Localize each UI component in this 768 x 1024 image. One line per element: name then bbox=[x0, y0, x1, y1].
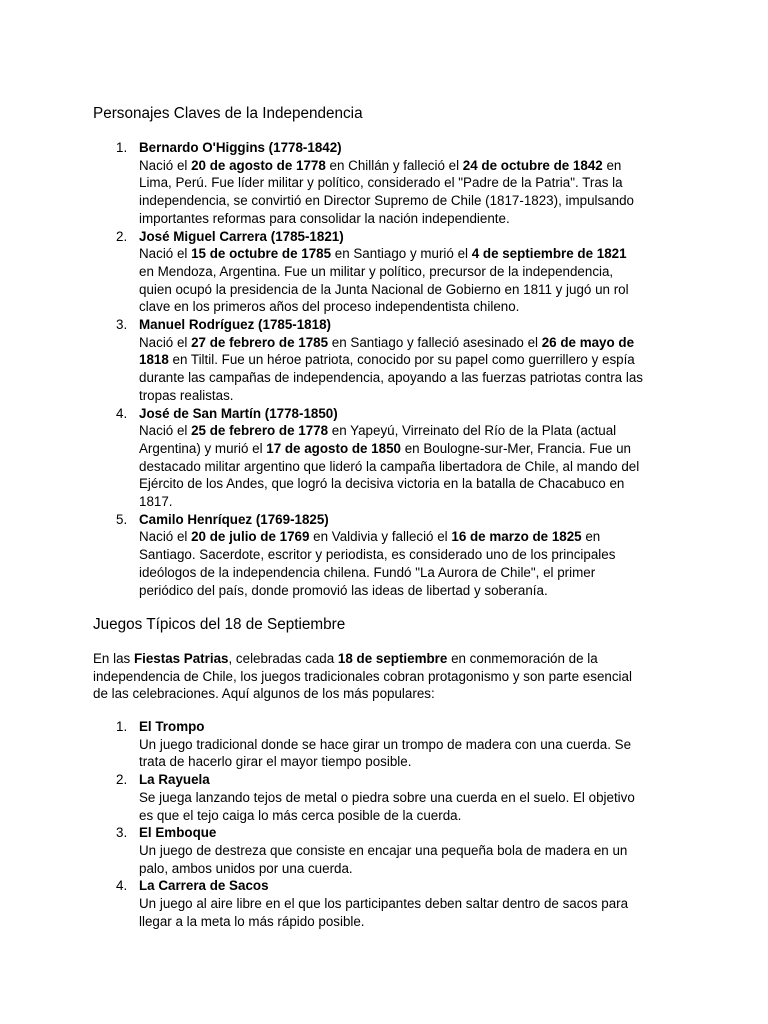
description-line bbox=[139, 210, 679, 228]
list-item bbox=[0, 771, 679, 824]
description-line bbox=[139, 174, 679, 192]
text-run: en Mendoza, Argentina. Fue un militar y político, precursor de la independencia, bbox=[139, 263, 614, 279]
bold-text: 20 de agosto de 1778 bbox=[191, 157, 326, 173]
list-item-number: 2. bbox=[116, 772, 128, 788]
description-line bbox=[139, 157, 679, 175]
description-line bbox=[139, 475, 679, 493]
text-run: en Tiltil. Fue un héroe patriota, conocido por su papel como guerrillero y espía bbox=[168, 352, 635, 368]
description-line bbox=[139, 789, 679, 807]
list-item bbox=[0, 316, 679, 405]
text-run: En las bbox=[93, 651, 134, 666]
bold-text: 1818 bbox=[139, 352, 169, 368]
list-item-number: 5. bbox=[116, 511, 128, 527]
list-item bbox=[0, 511, 679, 600]
list-item-number: 3. bbox=[116, 825, 128, 841]
list-item-title: José Miguel Carrera (1785-1821) bbox=[139, 228, 344, 244]
list-item-number: 4. bbox=[116, 878, 128, 894]
list-item-number: 1. bbox=[116, 719, 128, 734]
list-item-title: Manuel Rodríguez (1785-1818) bbox=[139, 317, 331, 333]
description-line bbox=[139, 192, 679, 210]
description-line bbox=[139, 440, 679, 458]
paragraph-line bbox=[93, 685, 693, 703]
bold-text: 20 de julio de 1769 bbox=[191, 529, 310, 545]
text-run: llegar a la meta lo más rápido posible. bbox=[139, 913, 365, 929]
text-run: , celebradas cada bbox=[228, 651, 338, 666]
description-line bbox=[139, 245, 679, 263]
text-run: Santiago. Sacerdote, escritor y periodista, es considerado uno de los principales bbox=[139, 547, 616, 563]
list-item-number: 2. bbox=[116, 228, 128, 244]
list-item-number: 3. bbox=[116, 317, 128, 333]
list-item-description bbox=[139, 842, 679, 877]
text-run: Nació el bbox=[139, 246, 192, 262]
list-item-number: 4. bbox=[116, 405, 128, 421]
description-line bbox=[139, 736, 679, 754]
description-line bbox=[139, 564, 679, 582]
bold-text: Fiestas Patrias bbox=[133, 651, 229, 666]
list-item-description bbox=[139, 422, 679, 511]
text-run: Lima, Perú. Fue líder militar y político, considerado el "Padre de la Patria". Tras la bbox=[139, 175, 623, 191]
text-run: Nació el bbox=[139, 334, 192, 350]
section-heading-games: Juegos Típicos del 18 de Septiembre bbox=[93, 616, 346, 633]
description-line bbox=[139, 369, 679, 387]
list-item-description bbox=[139, 245, 679, 316]
description-line bbox=[139, 493, 679, 511]
text-run: importantes reformas para consolidar la nación independiente. bbox=[139, 210, 510, 226]
text-run: en conmemoración de la bbox=[447, 651, 598, 666]
paragraph-line bbox=[93, 650, 693, 668]
description-line bbox=[139, 582, 679, 600]
text-run: durante las campañas de independencia, apoyando a las fuerzas patriotas contra las bbox=[139, 370, 643, 386]
list-item bbox=[0, 877, 679, 930]
bold-text: 25 de febrero de 1778 bbox=[191, 423, 329, 439]
text-run: trata de hacerlo girar el mayor tiempo posible. bbox=[139, 754, 412, 770]
text-run: palo, ambos unidos por una cuerda. bbox=[139, 860, 353, 876]
text-run: periódico del país, donde promovió las ideas de libertad y soberanía. bbox=[139, 582, 548, 598]
text-run: en Santiago y falleció asesinado el bbox=[328, 334, 542, 350]
text-run: Un juego tradicional donde se hace girar un trompo de madera con una cuerda. Se bbox=[139, 736, 632, 752]
bold-text: 17 de agosto de 1850 bbox=[266, 440, 401, 456]
description-line bbox=[139, 913, 679, 931]
description-line bbox=[139, 263, 679, 281]
description-line bbox=[139, 351, 679, 369]
text-run: en Chillán y falleció el bbox=[325, 157, 463, 173]
text-run: Un juego de destreza que consiste en encajar una pequeña bola de madera en un bbox=[139, 842, 628, 858]
text-run: en bbox=[602, 157, 622, 173]
text-run: Nació el bbox=[139, 529, 192, 545]
description-line bbox=[139, 807, 679, 825]
text-run: 1817. bbox=[139, 494, 173, 510]
text-run: Nació el bbox=[139, 157, 192, 173]
list-item bbox=[0, 718, 679, 771]
description-line bbox=[139, 334, 679, 352]
list-item-title: La Carrera de Sacos bbox=[139, 878, 269, 894]
typical-games-list bbox=[0, 718, 768, 930]
games-intro-paragraph bbox=[93, 650, 693, 703]
bold-text: 18 de septiembre bbox=[337, 651, 448, 666]
text-run: Ejército de los Andes, que logró la decisiva victoria en la batalla de Chacabuco en bbox=[139, 476, 625, 492]
text-run: en bbox=[581, 529, 601, 545]
description-line bbox=[139, 753, 679, 771]
list-item-title: El Emboque bbox=[139, 825, 217, 841]
text-run: independencia, se convirtió en Director Supremo de Chile (1817-1823), impulsando bbox=[139, 193, 634, 209]
text-run: en Valdivia y falleció el bbox=[309, 529, 452, 545]
text-run: clave en los primeros años del proceso independentista chileno. bbox=[139, 299, 520, 315]
text-run: Argentina) y murió el bbox=[139, 440, 267, 456]
list-item bbox=[0, 139, 679, 228]
bold-text: 16 de marzo de 1825 bbox=[451, 529, 582, 545]
description-line bbox=[139, 842, 679, 860]
list-item-title: Camilo Henríquez (1769-1825) bbox=[139, 511, 329, 527]
section-heading-independence: Personajes Claves de la Independencia bbox=[93, 105, 363, 122]
description-line bbox=[139, 528, 679, 546]
list-item-description bbox=[139, 528, 679, 599]
text-run: independencia de Chile, los juegos tradicionales cobran protagonismo y son parte esencial bbox=[93, 668, 632, 684]
list-item-description bbox=[139, 789, 679, 824]
list-item-description bbox=[139, 895, 679, 930]
bold-text: 15 de octubre de 1785 bbox=[191, 246, 332, 262]
independence-figures-list bbox=[0, 139, 768, 599]
bold-text: 26 de mayo de bbox=[541, 334, 635, 350]
paragraph-line bbox=[93, 668, 693, 686]
description-line bbox=[139, 422, 679, 440]
description-line bbox=[139, 281, 679, 299]
bold-text: 24 de octubre de 1842 bbox=[462, 157, 603, 173]
bold-text: 4 de septiembre de 1821 bbox=[471, 246, 627, 262]
text-run: de las celebraciones. Aquí algunos de los más populares: bbox=[93, 686, 435, 702]
list-item-number: 1. bbox=[116, 140, 128, 155]
list-item-description bbox=[139, 157, 679, 228]
list-item bbox=[0, 228, 679, 317]
text-run: en Santiago y murió el bbox=[331, 246, 472, 262]
text-run: Un juego al aire libre en el que los participantes deben saltar dentro de sacos para bbox=[139, 896, 629, 912]
description-line bbox=[139, 860, 679, 878]
text-run: quien ocupó la presidencia de la Junta Nacional de Gobierno en 1811 y jugó un rol bbox=[139, 281, 629, 297]
list-item-description bbox=[139, 334, 679, 405]
text-run: Se juega lanzando tejos de metal o piedra sobre una cuerda en el suelo. El objetivo bbox=[139, 789, 635, 805]
text-run: destacado militar argentino que lideró la campaña libertadora de Chile, al mando del bbox=[139, 458, 640, 474]
description-line bbox=[139, 387, 679, 405]
list-item-title: La Rayuela bbox=[139, 772, 210, 788]
list-item-title: El Trompo bbox=[139, 719, 205, 734]
description-line bbox=[139, 546, 679, 564]
list-item bbox=[0, 405, 679, 511]
text-run: ideólogos de la independencia chilena. Fundó "La Aurora de Chile", el primer bbox=[139, 564, 596, 580]
list-item-title: Bernardo O'Higgins (1778-1842) bbox=[139, 140, 342, 155]
description-line bbox=[139, 895, 679, 913]
description-line bbox=[139, 458, 679, 476]
text-run: en Yapeyú, Virreinato del Río de la Plata (actual bbox=[328, 423, 617, 439]
bold-text: 27 de febrero de 1785 bbox=[191, 334, 329, 350]
description-line bbox=[139, 298, 679, 316]
text-run: tropas realistas. bbox=[139, 387, 234, 403]
text-run: Nació el bbox=[139, 423, 192, 439]
list-item-description bbox=[139, 736, 679, 771]
text-run: es que el tejo caiga lo más cerca posible de la cuerda. bbox=[139, 807, 462, 823]
list-item bbox=[0, 824, 679, 877]
list-item-title: José de San Martín (1778-1850) bbox=[139, 405, 338, 421]
text-run: en Boulogne-sur-Mer, Francia. Fue un bbox=[400, 440, 631, 456]
